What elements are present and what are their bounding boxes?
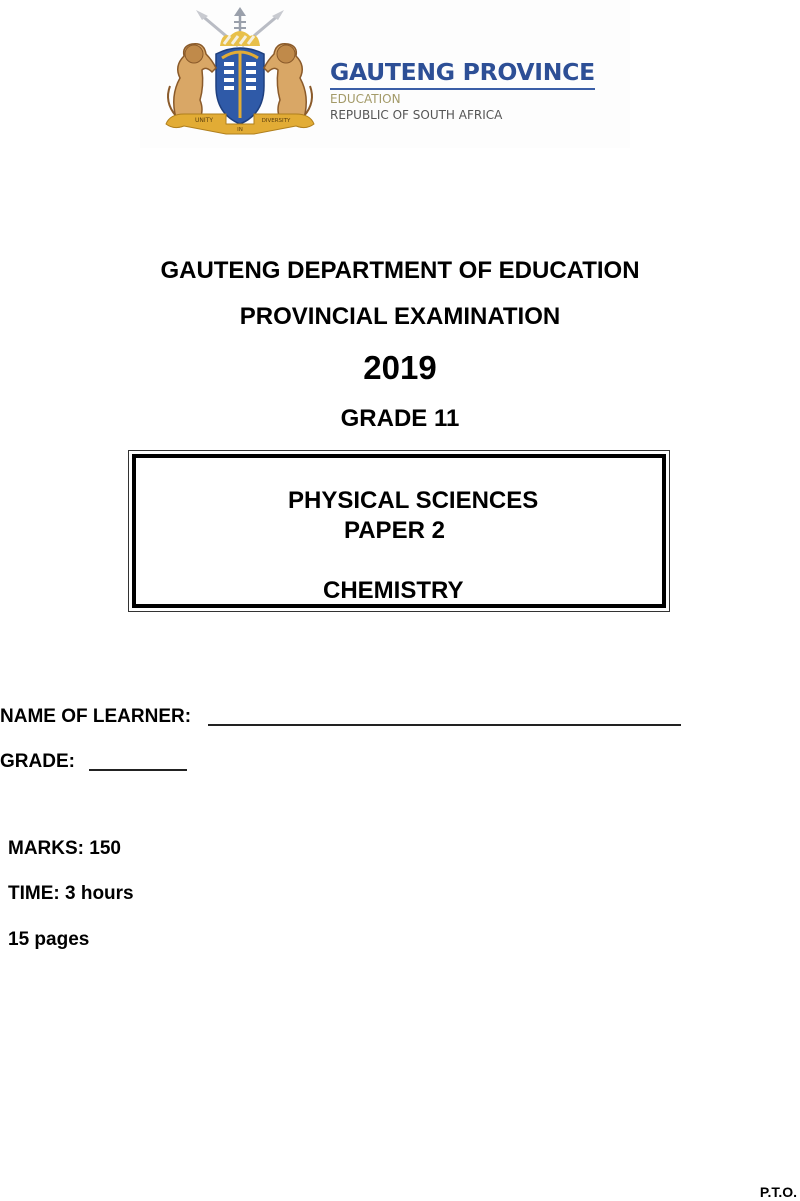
exam-duration: TIME: 3 hours bbox=[8, 883, 134, 904]
grade-heading: GRADE 11 bbox=[340, 405, 460, 432]
department-heading: GAUTENG DEPARTMENT OF EDUCATION bbox=[160, 257, 640, 284]
learner-grade-field[interactable] bbox=[89, 769, 187, 771]
svg-text:UNITY: UNITY bbox=[195, 117, 213, 124]
discipline-title: CHEMISTRY bbox=[323, 577, 464, 604]
total-marks: MARKS: 150 bbox=[8, 838, 121, 859]
subject-title: PHYSICAL SCIENCES bbox=[288, 487, 539, 514]
brand-text bbox=[330, 58, 600, 123]
svg-text:DIVERSITY: DIVERSITY bbox=[261, 118, 291, 124]
paper-number: PAPER 2 bbox=[344, 517, 445, 544]
learner-name-field[interactable] bbox=[208, 724, 681, 726]
brand-subtitle-education: EDUCATION bbox=[330, 92, 401, 106]
brand-subtitle-country: REPUBLIC OF SOUTH AFRICA bbox=[330, 108, 503, 122]
svg-text:IN: IN bbox=[237, 127, 243, 133]
learner-name-label: NAME OF LEARNER: bbox=[0, 706, 192, 727]
learner-grade-label: GRADE: bbox=[0, 751, 75, 772]
page-count: 15 pages bbox=[8, 929, 90, 950]
please-turn-over: P.T.O. bbox=[759, 1184, 797, 1200]
exam-year: 2019 bbox=[363, 349, 437, 386]
brand-title: GAUTENG PROVINCE bbox=[330, 58, 595, 90]
exam-heading: PROVINCIAL EXAMINATION bbox=[239, 303, 561, 330]
gauteng-logo bbox=[140, 0, 630, 148]
coat-of-arms-icon bbox=[160, 6, 320, 136]
